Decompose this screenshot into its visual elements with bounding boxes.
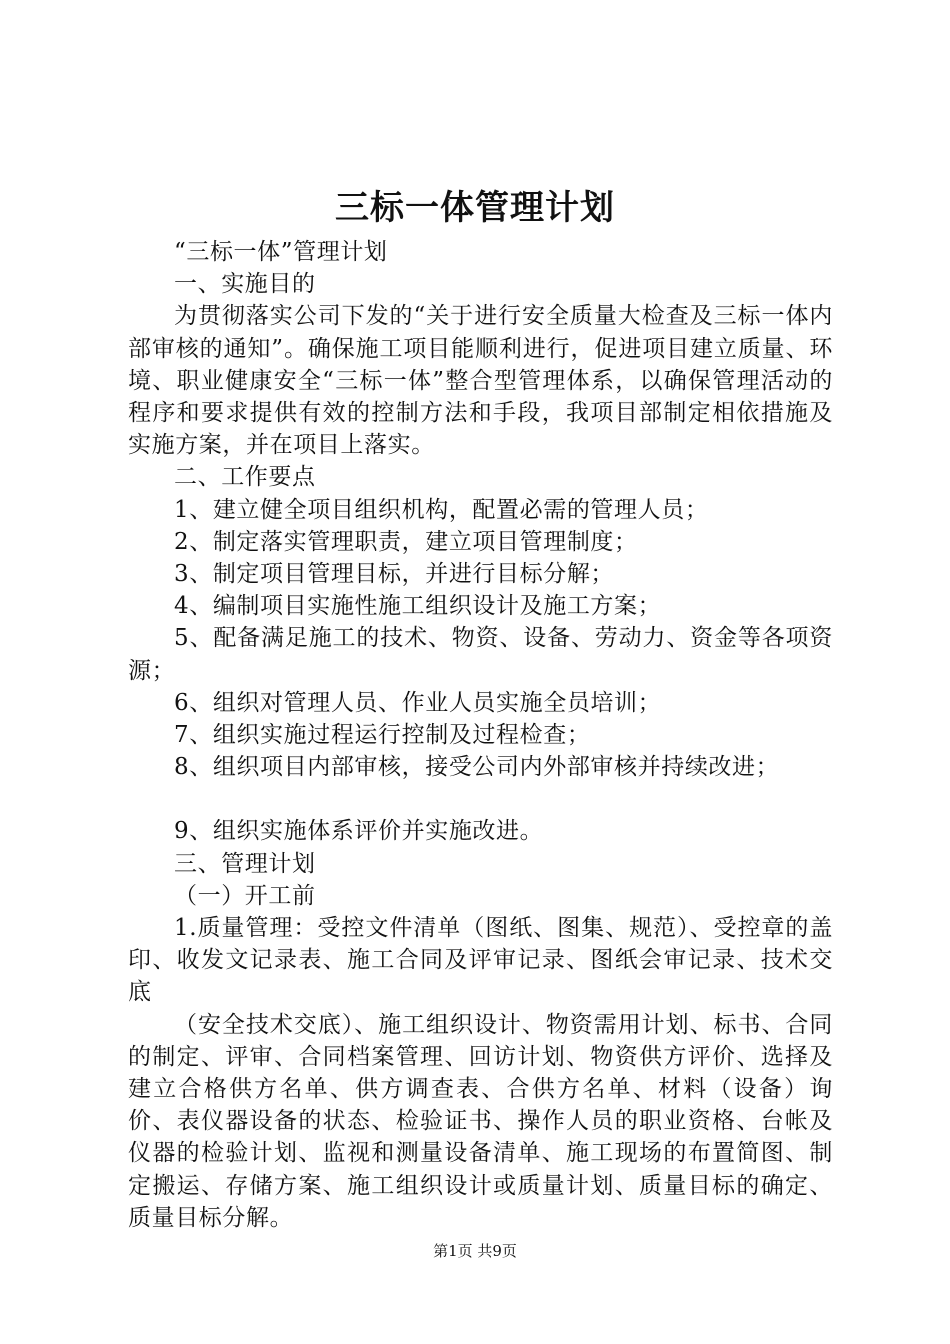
document-body bbox=[128, 236, 833, 1234]
list-item: 6、组织对管理人员、作业人员实施全员培训； bbox=[174, 689, 662, 716]
paragraph-quality-details: （安全技术交底）、施工组织设计、物资需用计划、标书、合同的制定、评审、合同档案管理、回访计划、物资供方评价、选择及建立合格供方名单、供方调查表、合供方名单、材料（设备）询价、表仪器设备的状态、检验证书、操作人员的职业资格、台帐及仪器的检验计划、监视和测量设备清单、施工现场的布置简图、制定搬运、存储方案、施工组织设计或质量计划、质量目标的确定、质量目标分解。 bbox=[128, 1011, 833, 1231]
list-item: 2、制定落实管理职责，建立项目管理制度； bbox=[174, 528, 638, 555]
list-item: 9、组织实施体系评价并实施改进。 bbox=[174, 818, 544, 845]
paragraph-subtitle: “三标一体”管理计划 bbox=[174, 239, 388, 265]
subsection-heading: （一）开工前 bbox=[174, 882, 316, 909]
list-item: 5、配备满足施工的技术、物资、设备、劳动力、资金等各项资源； bbox=[128, 625, 833, 684]
document-title: 三标一体管理计划 bbox=[335, 188, 615, 228]
paragraph-quality-management: 1.质量管理：受控文件清单（图纸、图集、规范）、受控章的盖印、收发文记录表、施工合同及评审记录、图纸会审记录、技术交底 bbox=[128, 915, 833, 1006]
section-heading-2: 二、工作要点 bbox=[174, 464, 316, 491]
page-footer: 第1页 共9页 bbox=[433, 1242, 517, 1260]
section-heading-1: 一、实施目的 bbox=[174, 271, 316, 298]
list-item: 1、建立健全项目组织机构，配置必需的管理人员； bbox=[174, 496, 709, 523]
list-item: 4、编制项目实施性施工组织设计及施工方案； bbox=[174, 593, 662, 620]
paragraph-purpose: 为贯彻落实公司下发的“关于进行安全质量大检查及三标一体内部审核的通知”。确保施工项目能顺利进行，促进项目建立质量、环境、职业健康安全“三标一体”整合型管理体系，以确保管理活动的程序和要求提供有效的控制方法和手段，我项目部制定相依措施及实施方案，并在项目上落实。 bbox=[128, 303, 833, 459]
list-item: 8、组织项目内部审核，接受公司内外部审核并持续改进； bbox=[174, 754, 780, 781]
list-item: 7、组织实施过程运行控制及过程检查； bbox=[174, 722, 591, 749]
section-heading-3: 三、管理计划 bbox=[174, 850, 316, 877]
list-item: 3、制定项目管理目标，并进行目标分解； bbox=[174, 561, 615, 588]
